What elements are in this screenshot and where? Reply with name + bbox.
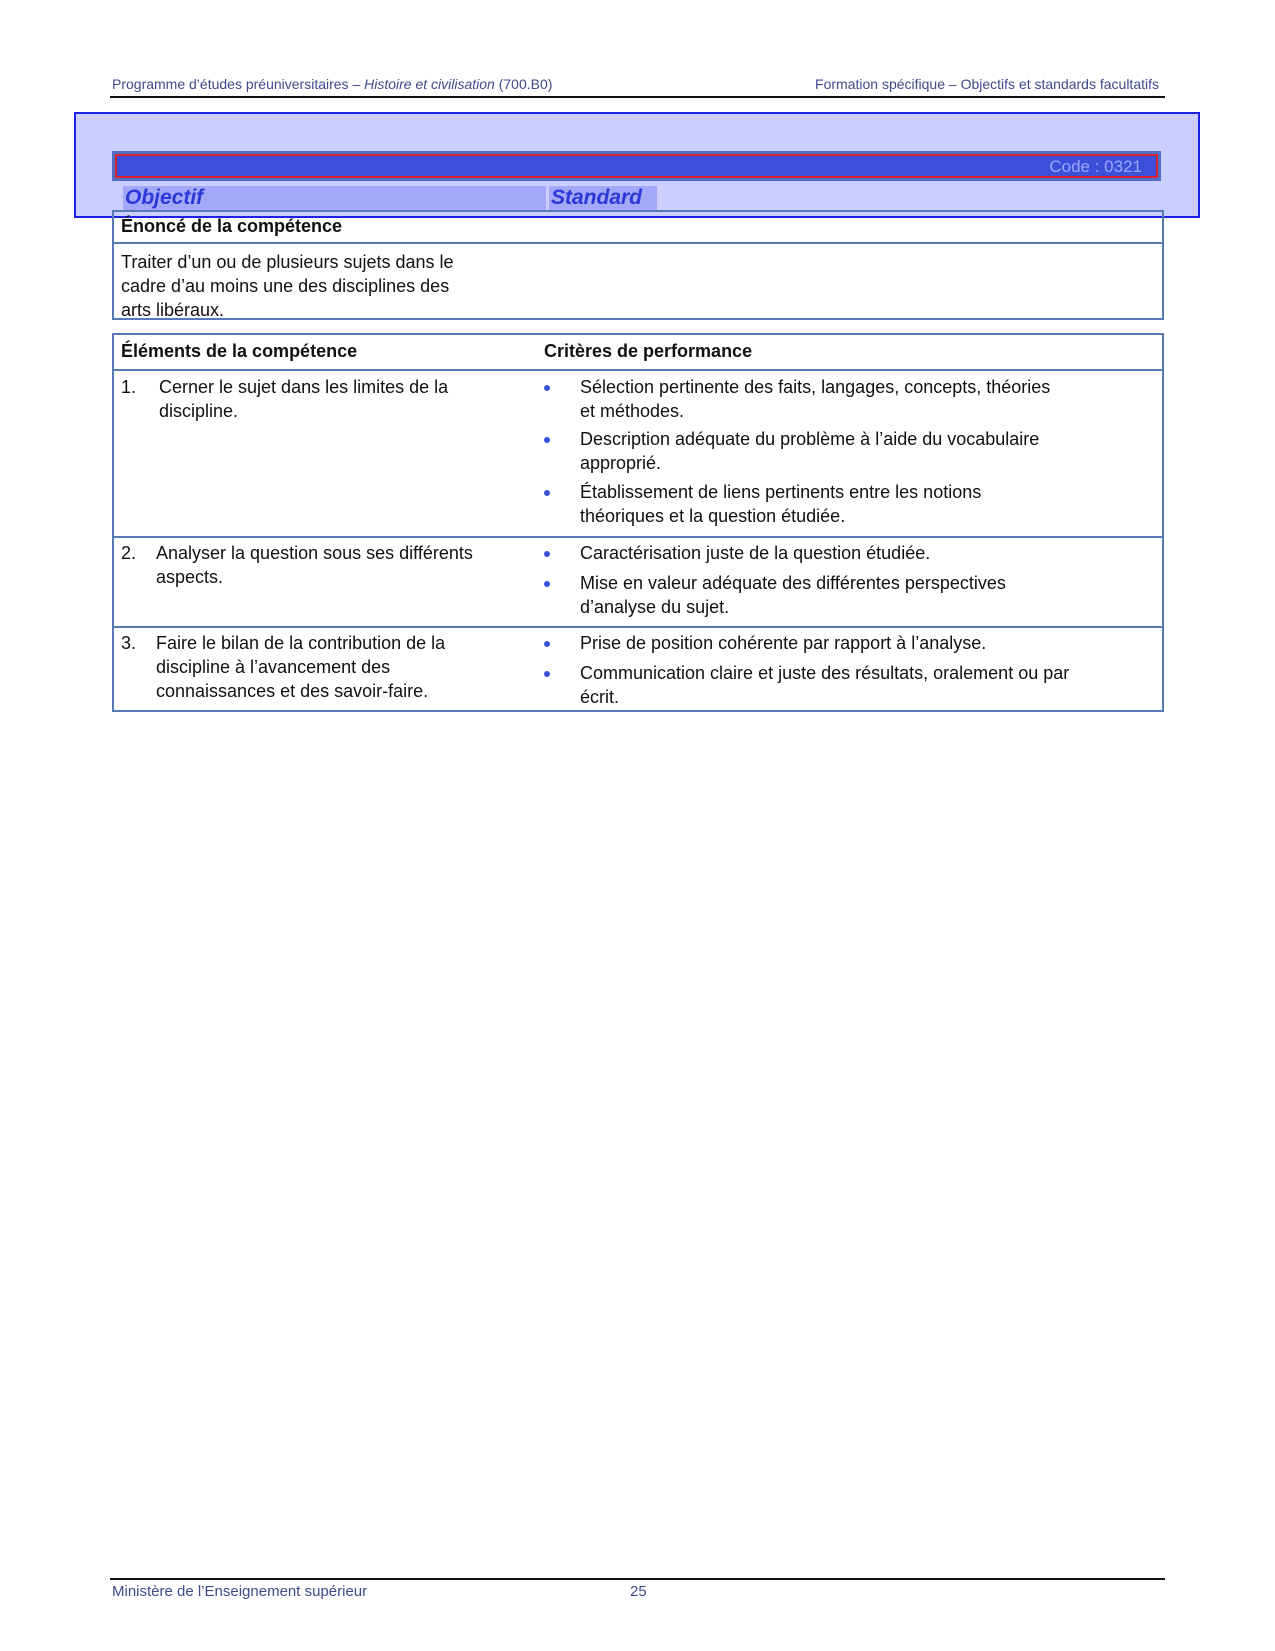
- criterion-line: Description adéquate du problème à l’aide du vocabulaire: [580, 429, 1040, 449]
- element-number: 2.: [121, 543, 137, 563]
- divider: [114, 369, 1162, 371]
- code-bar: [115, 154, 1158, 178]
- element-number: 1.: [121, 377, 137, 397]
- element-number: 3.: [121, 633, 137, 653]
- divider: [114, 242, 1162, 244]
- header-program: Programme d’études préuniversitaires – Histoire et civilisation (700.B0): [112, 76, 553, 92]
- criterion-line: approprié.: [580, 453, 662, 473]
- elements-title: Éléments de la compétence: [121, 341, 358, 361]
- bullet-icon: [544, 641, 550, 647]
- criterion-line: Communication claire et juste des résultats, oralement ou par: [580, 663, 1070, 683]
- bullet-icon: [544, 581, 550, 587]
- criterion-line: Prise de position cohérente par rapport à l’analyse.: [580, 633, 987, 653]
- bullet-icon: [544, 551, 550, 557]
- criterion-line: théoriques et la question étudiée.: [580, 506, 846, 526]
- element-line: connaissances et des savoir-faire.: [156, 681, 429, 701]
- element-line: aspects.: [156, 567, 224, 587]
- divider: [114, 626, 1162, 628]
- bullet-icon: [544, 437, 550, 443]
- bullet-icon: [544, 385, 550, 391]
- header-section: Formation spécifique – Objectifs et standards facultatifs: [815, 76, 1159, 92]
- enonce-line: cadre d’au moins une des disciplines des: [121, 276, 450, 296]
- enonce-line: arts libéraux.: [121, 300, 225, 320]
- footer-ministry: Ministère de l’Enseignement supérieur: [112, 1583, 368, 1600]
- page-header: [110, 74, 1165, 98]
- enonce-line: Traiter d’un ou de plusieurs sujets dans le: [121, 252, 454, 272]
- enonce-title: Énoncé de la compétence: [121, 216, 343, 236]
- divider: [114, 536, 1162, 538]
- criterion-line: Mise en valeur adéquate des différentes perspectives: [580, 573, 1006, 593]
- objectif-heading: Objectif: [123, 186, 546, 210]
- criterion-line: écrit.: [580, 687, 620, 707]
- page-footer: [110, 1578, 1165, 1600]
- enonce-box: [112, 210, 1164, 320]
- competency-code: Code : 0321: [1049, 157, 1142, 176]
- element-line: Faire le bilan de la contribution de la: [156, 633, 446, 653]
- element-line: discipline.: [159, 401, 239, 421]
- criterion-line: Caractérisation juste de la question étudiée.: [580, 543, 931, 563]
- element-line: Analyser la question sous ses différents: [156, 543, 473, 563]
- element-line: discipline à l’avancement des: [156, 657, 391, 677]
- element-line: Cerner le sujet dans les limites de la: [159, 377, 449, 397]
- criterion-line: et méthodes.: [580, 401, 685, 421]
- criteria-title: Critères de performance: [544, 341, 753, 361]
- page-number: 25: [630, 1583, 647, 1600]
- criterion-line: Sélection pertinente des faits, langages, concepts, théories: [580, 377, 1051, 397]
- bullet-icon: [544, 490, 550, 496]
- bullet-icon: [544, 671, 550, 677]
- elements-box: [112, 333, 1164, 712]
- standard-heading: Standard: [549, 186, 657, 210]
- criterion-line: Établissement de liens pertinents entre les notions: [580, 482, 982, 502]
- criterion-line: d’analyse du sujet.: [580, 597, 730, 617]
